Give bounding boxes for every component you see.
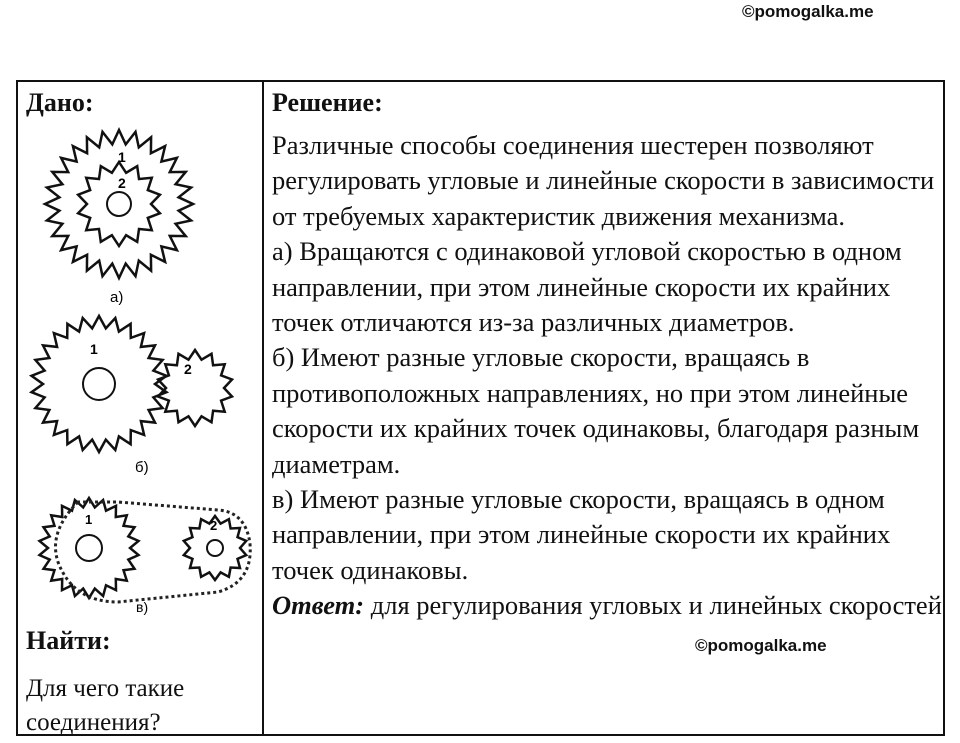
fig-a-gear-small-hole — [107, 192, 131, 216]
given-heading: Дано: — [26, 88, 94, 117]
solution-paragraph-intro: Различные способы соединения шестерен позволяют регулировать угловые и линейные скорости в зависимости от требуемых характеристик движения механизма. — [272, 130, 935, 231]
gears-illustration — [18, 82, 262, 626]
find-heading: Найти: — [26, 626, 111, 655]
fig-b-label-1: 1 — [90, 341, 98, 357]
solution-paragraph-v: в) Имеют разные угловые скорости, вращаясь в одном направлении, при этом линейные скорости их крайних точек одинаковы. — [272, 484, 891, 585]
solution-body — [272, 128, 942, 624]
watermark-middle: ©pomogalka.me — [695, 636, 827, 655]
fig-v-label-2: 2 — [210, 518, 218, 533]
fig-b-gear-small — [158, 350, 232, 426]
given-column — [18, 82, 262, 734]
solution-paragraph-a: а) Вращаются с одинаковой угловой скоростью в одном направлении, при этом линейные скорости их крайних точек отличаются из-за различных диаметров. — [272, 236, 902, 338]
watermark-top: ©pomogalka.me — [742, 2, 874, 21]
find-text: Для чего такие соединения? — [26, 675, 185, 736]
fig-v-label-1: 1 — [85, 512, 93, 527]
fig-v-gear-small-hole — [207, 540, 223, 556]
fig-v-gear-big-hole — [76, 535, 102, 561]
answer-label: Ответ: — [272, 590, 365, 621]
fig-a-caption: а) — [110, 289, 124, 306]
solution-paragraph-b: б) Имеют разные угловые скорости, вращаясь в противоположных направлениях, но при этом линейные скорости их крайних точек одинаковы, благодаря разным диаметрам. — [272, 342, 920, 479]
fig-b-caption: б) — [135, 459, 149, 476]
solution-column — [264, 82, 943, 734]
fig-a-label-1: 1 — [118, 149, 126, 165]
answer-line — [272, 588, 942, 623]
solution-heading: Решение: — [272, 88, 383, 117]
fig-b-gear-big — [32, 316, 167, 452]
fig-b-label-2: 2 — [184, 361, 192, 377]
fig-b-gear-big-hole — [83, 368, 115, 400]
answer-text: для регулирования угловых и линейных скоростей — [364, 590, 942, 621]
fig-a-label-2: 2 — [118, 175, 126, 191]
fig-v-caption: в) — [136, 599, 149, 615]
